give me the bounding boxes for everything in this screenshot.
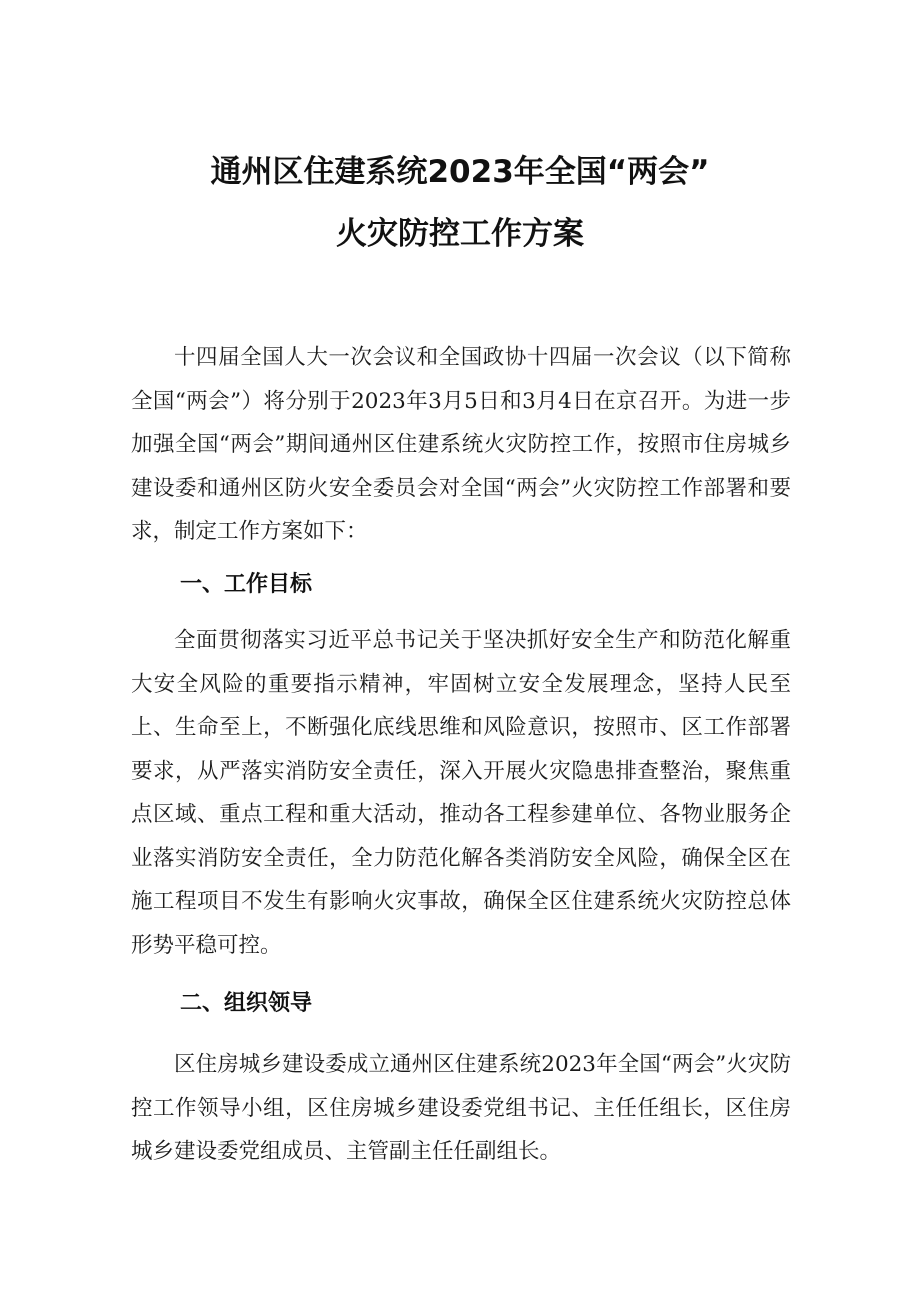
organization-paragraph: 区住房城乡建设委成立通州区住建系统2023年全国“两会”火灾防控工作领导小组，区住房城乡建设委党组书记、主任任组长，区住房城乡建设委党组成员、主管副主任任副组长。 [131, 1052, 791, 1164]
intro-paragraph-block [131, 336, 791, 554]
document-title-line-2: 火灾防控工作方案 [336, 216, 584, 252]
intro-paragraph: 十四届全国人大一次会议和全国政协十四届一次会议（以下简称全国“两会”）将分别于2023年3月5日和3月4日在京召开。为进一步加强全国“两会”期间通州区住建系统火灾防控工作，按照市住房城乡建设委和通州区防火安全委员会对全国“两会”火灾防控工作部署和要求，制定工作方案如下： [131, 345, 791, 544]
goals-paragraph: 全面贯彻落实习近平总书记关于坚决抓好安全生产和防范化解重大安全风险的重要指示精神，牢固树立安全发展理念，坚持人民至上、生命至上，不断强化底线思维和风险意识，按照市、区工作部署要求，从严落实消防安全责任，深入开展火灾隐患排查整治，聚焦重点区域、重点工程和重大活动，推动各工程参建单位、各物业服务企业落实消防安全责任，全力防范化解各类消防安全风险，确保全区在施工程项目不发生有影响火灾事故，确保全区住建系统火灾防控总体形势平稳可控。 [131, 628, 791, 958]
organization-paragraph-block [131, 1043, 791, 1174]
section-heading-goals: 一、工作目标 [180, 572, 313, 597]
goals-paragraph-block [131, 619, 791, 967]
document-title-line-1: 通州区住建系统2023年全国“两会” [210, 154, 710, 190]
section-heading-organization: 二、组织领导 [180, 991, 313, 1016]
